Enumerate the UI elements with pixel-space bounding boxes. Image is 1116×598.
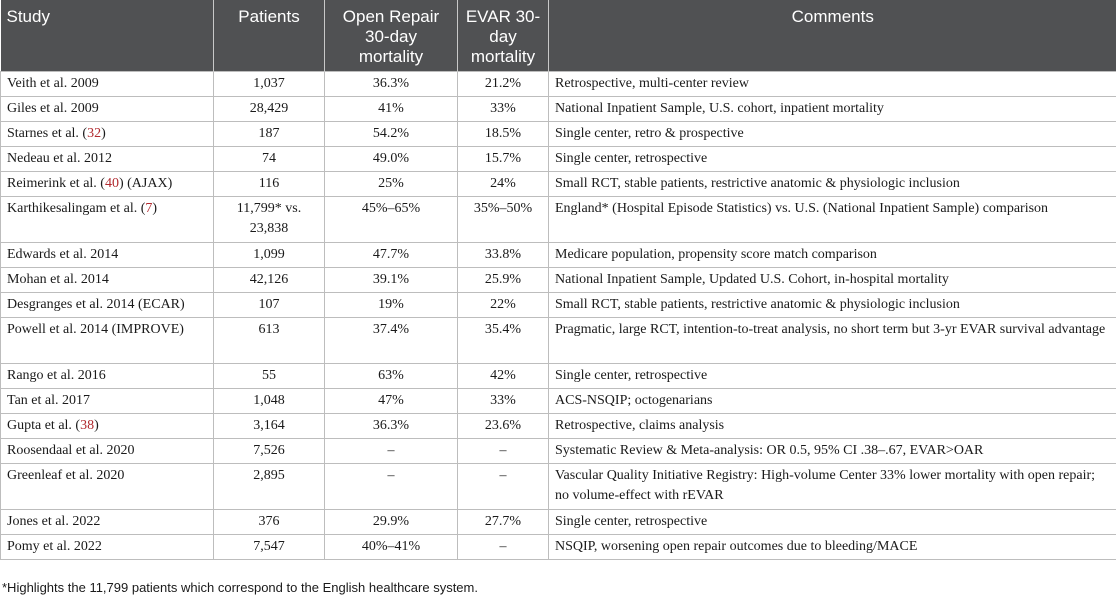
comments-cell: Small RCT, stable patients, restrictive anatomic & physiologic inclusion [549,172,1116,197]
comments-cell: Retrospective, multi-center review [549,72,1116,97]
open-repair-cell: – [325,464,458,510]
comments-cell: Systematic Review & Meta-analysis: OR 0.5, 95% CI .38–.67, EVAR>OAR [549,439,1116,464]
study-cell [1,122,214,147]
study-name-suffix: ) [152,201,158,216]
patients-cell: 55 [214,364,325,389]
comments-cell: England* (Hospital Episode Statistics) vs. U.S. (National Inpatient Sample) comparison [549,197,1116,243]
evar-cell: 27.7% [458,510,549,535]
study-cell [1,72,214,97]
study-cell [1,172,214,197]
patients-cell: 376 [214,510,325,535]
study-name: Pomy et al. 2022 [7,539,102,554]
evar-cell: 42% [458,364,549,389]
study-name: Greenleaf et al. 2020 [7,468,125,483]
table-row [1,97,1116,122]
table-row [1,439,1116,464]
comments-cell: Single center, retro & prospective [549,122,1116,147]
header-study: Study [1,0,214,72]
study-name: Giles et al. 2009 [7,101,99,116]
header-patients: Patients [214,0,325,72]
open-repair-cell: 25% [325,172,458,197]
table-row [1,147,1116,172]
open-repair-cell: 63% [325,364,458,389]
open-repair-cell: 54.2% [325,122,458,147]
table-row [1,535,1116,560]
open-repair-cell: 29.9% [325,510,458,535]
patients-cell: 11,799* vs. 23,838 [214,197,325,243]
study-cell [1,510,214,535]
study-name: Nedeau et al. 2012 [7,151,112,166]
study-cell [1,364,214,389]
table-row [1,318,1116,364]
table-row [1,293,1116,318]
evar-cell: 21.2% [458,72,549,97]
study-name: Reimerink et al. ( [7,176,105,191]
evar-cell: 35.4% [458,318,549,364]
open-repair-cell: 45%–65% [325,197,458,243]
evar-cell: 33.8% [458,243,549,268]
evar-cell: 33% [458,97,549,122]
comments-cell: Single center, retrospective [549,147,1116,172]
patients-cell: 2,895 [214,464,325,510]
patients-cell: 7,526 [214,439,325,464]
evar-cell: – [458,439,549,464]
evar-cell: 22% [458,293,549,318]
open-repair-cell: 47.7% [325,243,458,268]
study-cell [1,414,214,439]
header-open-repair: Open Repair 30-day mortality [325,0,458,72]
study-cell [1,147,214,172]
study-name: Powell et al. 2014 (IMPROVE) [7,322,184,337]
patients-cell: 1,048 [214,389,325,414]
comments-cell: National Inpatient Sample, U.S. cohort, inpatient mortality [549,97,1116,122]
evar-cell: 18.5% [458,122,549,147]
study-cell [1,243,214,268]
patients-cell: 74 [214,147,325,172]
table-row [1,197,1116,243]
reference-link[interactable]: 32 [87,126,102,141]
evar-cell: 33% [458,389,549,414]
comments-cell: Vascular Quality Initiative Registry: High-volume Center 33% lower mortality with open repair; no volume-effect with rEVAR [549,464,1116,510]
comments-cell: ACS-NSQIP; octogenarians [549,389,1116,414]
study-name: Tan et al. 2017 [7,393,90,408]
patients-cell: 1,037 [214,72,325,97]
study-name: Jones et al. 2022 [7,514,101,529]
evar-cell: 24% [458,172,549,197]
study-name: Roosendaal et al. 2020 [7,443,135,458]
comments-cell: Retrospective, claims analysis [549,414,1116,439]
evar-cell: 23.6% [458,414,549,439]
table-row [1,389,1116,414]
patients-cell: 116 [214,172,325,197]
table-row [1,268,1116,293]
study-name: Desgranges et al. 2014 (ECAR) [7,297,185,312]
study-cell [1,197,214,243]
evar-cell: – [458,535,549,560]
comments-cell: Medicare population, propensity score match comparison [549,243,1116,268]
patients-cell: 613 [214,318,325,364]
comments-cell: National Inpatient Sample, Updated U.S. Cohort, in-hospital mortality [549,268,1116,293]
table-row [1,464,1116,510]
header-evar: EVAR 30-day mortality [458,0,549,72]
study-name: Mohan et al. 2014 [7,272,109,287]
study-cell [1,268,214,293]
table-body [1,72,1116,560]
table-row [1,172,1116,197]
study-cell [1,293,214,318]
open-repair-cell: 41% [325,97,458,122]
study-name-suffix: ) [94,418,99,433]
patients-cell: 3,164 [214,414,325,439]
table-row [1,364,1116,389]
patients-cell: 7,547 [214,535,325,560]
study-cell [1,464,214,510]
open-repair-cell: 39.1% [325,268,458,293]
reference-link[interactable]: 40 [104,176,119,191]
open-repair-cell: 19% [325,293,458,318]
study-name: Rango et al. 2016 [7,368,106,383]
study-name: Starnes et al. ( [7,126,88,141]
table-row [1,243,1116,268]
header-comments: Comments [549,0,1116,72]
study-cell [1,97,214,122]
table-row [1,72,1116,97]
study-cell [1,389,214,414]
open-repair-cell: 36.3% [325,414,458,439]
open-repair-cell: 37.4% [325,318,458,364]
open-repair-cell: – [325,439,458,464]
table-row [1,414,1116,439]
patients-cell: 28,429 [214,97,325,122]
open-repair-cell: 40%–41% [325,535,458,560]
header-row [1,0,1116,72]
evar-cell: 15.7% [458,147,549,172]
comments-cell: Pragmatic, large RCT, intention-to-treat analysis, no short term but 3-yr EVAR survival advantage [549,318,1116,364]
study-name: Veith et al. 2009 [7,76,99,91]
table-footnote: *Highlights the 11,799 patients which correspond to the English healthcare system. [2,580,478,595]
table-row [1,510,1116,535]
study-name-suffix: ) (AJAX) [118,176,173,191]
comments-cell: NSQIP, worsening open repair outcomes due to bleeding/MACE [549,535,1116,560]
table-row [1,122,1116,147]
open-repair-cell: 47% [325,389,458,414]
patients-cell: 42,126 [214,268,325,293]
study-name-suffix: ) [101,126,106,141]
patients-cell: 187 [214,122,325,147]
study-name: Edwards et al. 2014 [7,247,119,262]
open-repair-cell: 36.3% [325,72,458,97]
comments-cell: Single center, retrospective [549,364,1116,389]
reference-link[interactable]: 7 [145,201,153,216]
study-cell [1,535,214,560]
comments-cell: Single center, retrospective [549,510,1116,535]
evar-cell: 35%–50% [458,197,549,243]
reference-link[interactable]: 38 [80,418,95,433]
comments-cell: Small RCT, stable patients, restrictive anatomic & physiologic inclusion [549,293,1116,318]
evar-cell: 25.9% [458,268,549,293]
study-cell [1,439,214,464]
patients-cell: 1,099 [214,243,325,268]
study-name: Gupta et al. ( [7,418,81,433]
study-cell [1,318,214,364]
study-name: Karthikesalingam et al. ( [7,201,146,216]
open-repair-cell: 49.0% [325,147,458,172]
evar-cell: – [458,464,549,510]
patients-cell: 107 [214,293,325,318]
